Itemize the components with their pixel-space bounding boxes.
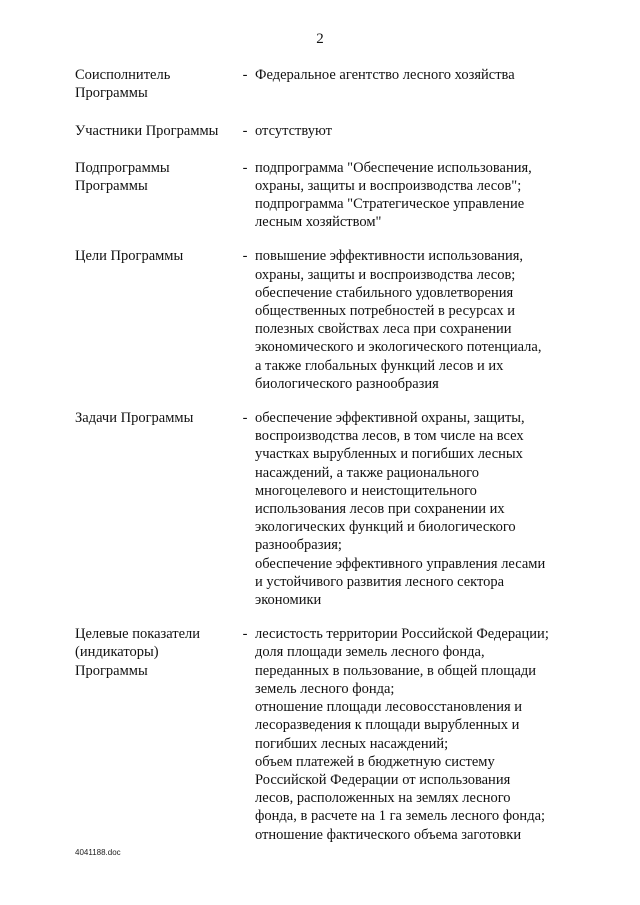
- document-filename: 4041188.doc: [75, 848, 121, 857]
- row-content: Федеральное агентство лесного хозяйства: [255, 67, 515, 83]
- row-dash: -: [242, 159, 248, 176]
- row-dash: -: [242, 67, 248, 83]
- passport-row-subprograms: [75, 159, 575, 232]
- row-content: отсутствуют: [255, 123, 332, 140]
- row-label: Цели Программы: [75, 248, 184, 265]
- passport-row-goals: [75, 247, 575, 393]
- row-dash: -: [242, 410, 248, 427]
- passport-row-indicators: [75, 625, 575, 843]
- row-dash: -: [242, 123, 248, 140]
- row-label: Соисполнитель Программы: [75, 67, 171, 102]
- row-label: Задачи Программы: [75, 410, 194, 427]
- passport-row-tasks: [75, 409, 575, 609]
- row-label: Участники Программы: [75, 123, 219, 140]
- row-content: обеспечение эффективной охраны, защиты, воспроизводства лесов, в том числе на всех участках вырубленных и погибших лесных насаждений, а также рационального многоцелевого и неистощительного использования лесов при сохранении их экологических функций и биологического разнообразия; обеспечение эффективного управления лесами и устойчивого развития лесного сектора экономики: [255, 410, 546, 609]
- row-label: Подпрограммы Программы: [75, 159, 170, 194]
- passport-row-co-executor: [75, 66, 575, 102]
- row-content: повышение эффективности использования, охраны, защиты и воспроизводства лесов; обеспечение стабильного удовлетворения общественных потребностей в ресурсах и полезных свойствах леса при сохранении экономического и экологического потенциала, а также глобальных функций лесов и их биологического разнообразия: [255, 248, 542, 392]
- row-content: лесистость территории Российской Федерации; доля площади земель лесного фонда, переданных в пользование, в общей площади земель лесного фонда; отношение площади лесовосстановления и лесоразведения к площади вырубленных и погибших лесных насаждений; объем платежей в бюджетную систему Российской Федерации от использования лесов, расположенных на землях лесного фонда, в расчете на 1 га земель лесного фонда; отношение фактического объема заготовки: [255, 626, 549, 843]
- row-dash: -: [242, 626, 248, 643]
- row-content: подпрограмма "Обеспечение использования, охраны, защиты и воспроизводства лесов"; подпрограмма "Стратегическое управление лесным хозяйством": [255, 159, 532, 231]
- page-number: 2: [316, 31, 324, 47]
- row-dash: -: [242, 248, 248, 265]
- program-passport-table: [75, 66, 575, 844]
- row-label: Целевые показатели (индикаторы) Программы: [75, 626, 201, 679]
- passport-row-participants: [75, 122, 575, 140]
